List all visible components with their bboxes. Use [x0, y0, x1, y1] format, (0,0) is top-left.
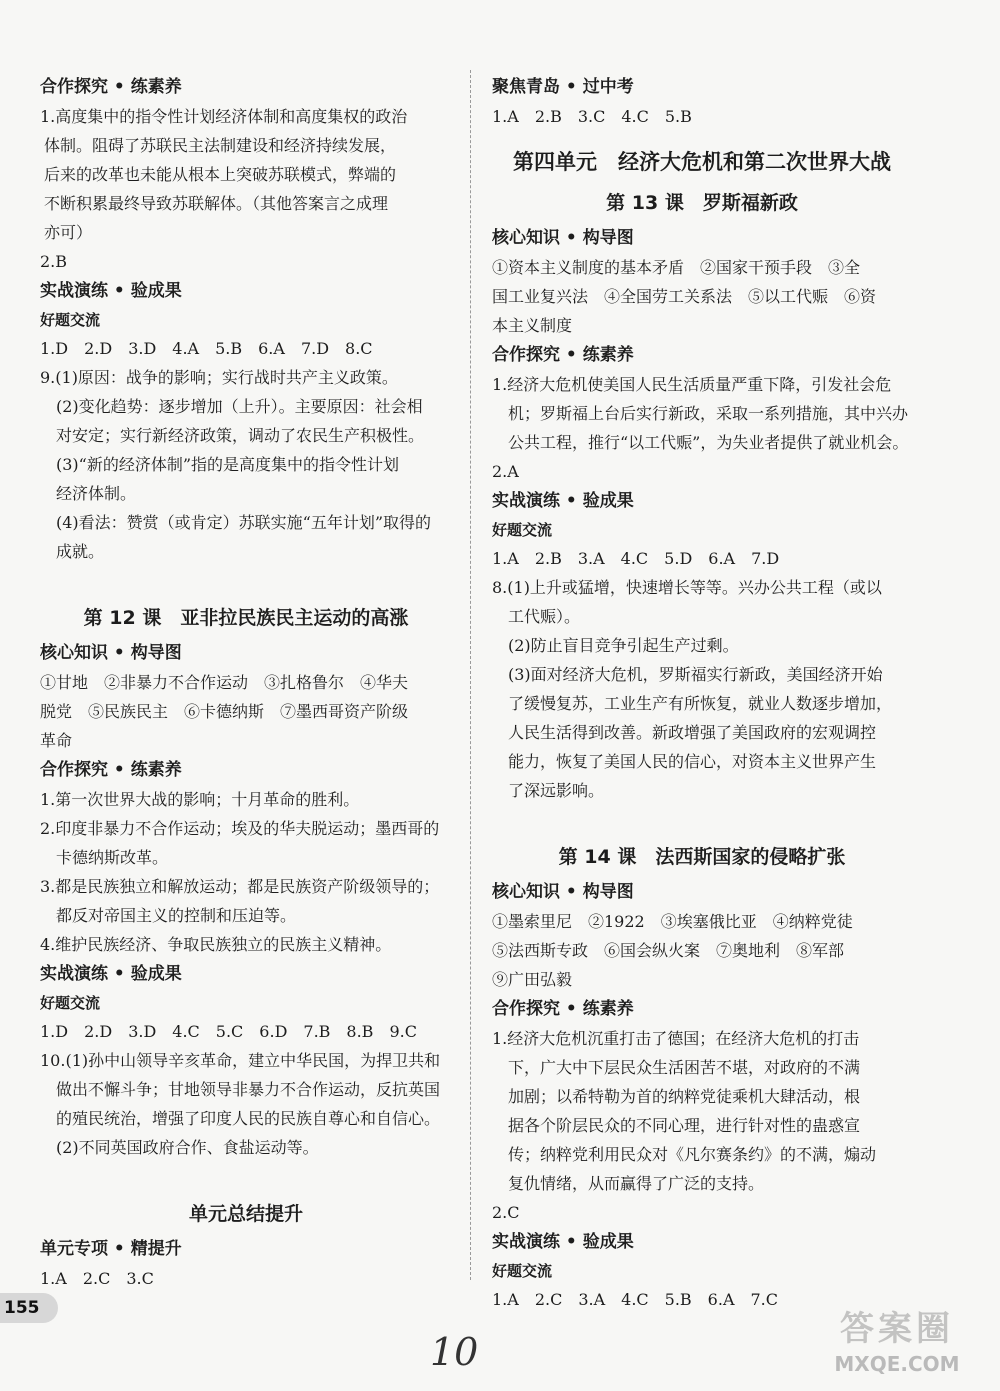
answer-line: 1.D 2.D 3.D 4.C 5.C 6.D 7.B 8.B 9.C: [40, 1022, 417, 1041]
watermark-logo-text: 答案圈: [840, 1309, 954, 1349]
subsection-heading: 好题交流: [492, 1262, 553, 1280]
subsection-heading: 好题交流: [40, 994, 101, 1012]
section-heading: 核心知识 • 构导图: [492, 228, 634, 248]
lesson-title: 第 14 课 法西斯国家的侵略扩张: [558, 846, 846, 868]
answer-line: 人民生活得到改善。新政增强了美国政府的宏观调控: [492, 723, 877, 742]
answer-line: 了深远影响。: [492, 781, 605, 800]
answer-line: ①甘地 ②非暴力不合作运动 ③扎格鲁尔 ④华夫: [40, 673, 409, 692]
answer-line: 机；罗斯福上台后实行新政，采取一系列措施，其中兴办: [492, 404, 909, 423]
answer-line: 卡德纳斯改革。: [40, 848, 169, 867]
answer-line: ①资本主义制度的基本矛盾 ②国家干预手段 ③全: [492, 258, 861, 277]
answer-line: (2)不同英国政府合作、食盐运动等。: [40, 1138, 319, 1157]
answer-line: 1.第一次世界大战的影响；十月革命的胜利。: [40, 790, 360, 809]
answer-line: 本主义制度: [492, 316, 573, 335]
answer-block: [40, 334, 452, 566]
answer-line: 复仇情绪，从而赢得了广泛的支持。: [492, 1174, 765, 1193]
answer-line: (2)防止盲目竞争引起生产过剩。: [492, 636, 739, 655]
section-heading: 核心知识 • 构导图: [492, 882, 634, 902]
answer-line: 2.B: [40, 252, 68, 271]
answer-line: 做出不懈斗争；甘地领导非暴力不合作运动，反抗英国: [40, 1080, 441, 1099]
answer-line: (3)面对经济大危机，罗斯福实行新政，美国经济开始: [492, 665, 883, 684]
answer-line: 1.D 2.D 3.D 4.A 5.B 6.A 7.D 8.C: [40, 339, 373, 358]
answer-line: (2)变化趋势：逐步增加（上升）。主要原因：社会相: [40, 397, 423, 416]
answer-line: 对安定；实行新经济政策，调动了农民生产积极性。: [40, 426, 425, 445]
left-column: [40, 72, 452, 1293]
answer-line: 脱党 ⑤民族民主 ⑥卡德纳斯 ⑦墨西哥资产阶级: [40, 702, 409, 721]
section-heading: 实战演练 • 验成果: [492, 1232, 634, 1252]
answer-line: 能力，恢复了美国人民的信心，对资本主义世界产生: [492, 752, 877, 771]
answer-line: 经济体制。: [40, 484, 137, 503]
answer-line: 传；纳粹党利用民众对《凡尔赛条约》的不满，煽动: [492, 1145, 877, 1164]
answer-line: 1.A 2.B 3.C 4.C 5.B: [492, 107, 692, 126]
answer-line: 革命: [40, 731, 73, 750]
answer-line: 亦可）: [44, 223, 93, 242]
answer-line: 1.A 2.C 3.C: [40, 1269, 154, 1288]
section-heading: 合作探究 • 练素养: [40, 77, 182, 97]
section-heading: 核心知识 • 构导图: [40, 643, 182, 663]
unit-summary-title: 单元总结提升: [188, 1203, 303, 1225]
answer-line: 国工业复兴法 ④全国劳工关系法 ⑤以工代赈 ⑥资: [492, 287, 877, 306]
answer-line: 的殖民统治，增强了印度人民的民族自尊心和自信心。: [40, 1109, 441, 1128]
answer-line: 8.(1)上升或猛增，快速增长等等。兴办公共工程（或以: [492, 578, 882, 597]
subsection-heading: 好题交流: [40, 311, 101, 329]
answer-line: 1.A 2.B 3.A 4.C 5.D 6.A 7.D: [492, 549, 780, 568]
column-divider: [470, 70, 471, 1280]
answer-line: 1.经济大危机使美国人民生活质量严重下降，引发社会危: [492, 375, 892, 394]
answer-block: [492, 253, 912, 340]
answer-block: [40, 668, 452, 755]
page-number: 155: [0, 1293, 58, 1323]
answer-block: [492, 1024, 912, 1227]
section-heading: 聚焦青岛 • 过中考: [492, 77, 634, 97]
answer-line: ①墨索里尼 ②1922 ③埃塞俄比亚 ④纳粹党徒: [492, 912, 853, 931]
section-heading: 合作探究 • 练素养: [492, 999, 634, 1019]
answer-line: 4.维护民族经济、争取民族独立的民族主义精神。: [40, 935, 392, 954]
answer-line: 了缓慢复苏，工业生产有所恢复，就业人数逐步增加，: [492, 694, 893, 713]
section-heading: 合作探究 • 练素养: [492, 345, 634, 365]
answer-block: [40, 102, 452, 276]
answer-line: ⑤法西斯专政 ⑥国会纵火案 ⑦奥地利 ⑧军部: [492, 941, 845, 960]
lesson-title: 第 13 课 罗斯福新政: [606, 192, 798, 214]
answer-line: 体制。阻碍了苏联民主法制建设和经济持续发展，: [44, 136, 397, 155]
answer-line: ⑨广田弘毅: [492, 970, 573, 989]
answer-block: [492, 907, 912, 994]
answer-line: (4)看法：赞赏（或肯定）苏联实施“五年计划”取得的: [40, 513, 432, 532]
answer-block: [40, 785, 452, 959]
site-watermark: [802, 1307, 992, 1385]
answer-line: 9.(1)原因：战争的影响；实行战时共产主义政策。: [40, 368, 398, 387]
unit-title: 第四单元 经济大危机和第二次世界大战: [513, 150, 891, 174]
answer-block: [492, 544, 912, 805]
handwritten-note: 10: [430, 1330, 479, 1374]
answer-line: 3.都是民族独立和解放运动；都是民族资产阶级领导的；: [40, 877, 440, 896]
answer-line: 10.(1)孙中山领导辛亥革命，建立中华民国，为捍卫共和: [40, 1051, 441, 1070]
answer-line: 1.A 2.C 3.A 4.C 5.B 6.A 7.C: [492, 1290, 779, 1309]
section-heading: 实战演练 • 验成果: [492, 491, 634, 511]
answer-block: [492, 370, 912, 486]
answer-line: 成就。: [40, 542, 105, 561]
answer-line: 1.高度集中的指令性计划经济体制和高度集权的政治: [40, 107, 408, 126]
watermark-domain: MXQE.COM: [834, 1352, 960, 1376]
subsection-heading: 好题交流: [492, 521, 553, 539]
right-column: [492, 72, 912, 1314]
answer-line: 后来的改革也未能从根本上突破苏联模式，弊端的: [44, 165, 397, 184]
answer-line: 2.印度非暴力不合作运动；埃及的华夫脱运动；墨西哥的: [40, 819, 440, 838]
answer-line: 2.A: [492, 462, 519, 481]
answer-block: [40, 1017, 452, 1162]
section-heading: 单元专项 • 精提升: [40, 1239, 182, 1259]
answer-line: 2.C: [492, 1203, 520, 1222]
section-heading: 实战演练 • 验成果: [40, 281, 182, 301]
answer-line: 公共工程，推行“以工代赈”，为失业者提供了就业机会。: [492, 433, 909, 452]
answer-line: 1.经济大危机沉重打击了德国；在经济大危机的打击: [492, 1029, 860, 1048]
answer-line: 下，广大中下层民众生活困苦不堪，对政府的不满: [492, 1058, 861, 1077]
answer-line: (3)“新的经济体制”指的是高度集中的指令性计划: [40, 455, 400, 474]
answer-line: 都反对帝国主义的控制和压迫等。: [40, 906, 297, 925]
section-heading: 合作探究 • 练素养: [40, 760, 182, 780]
answer-line: 不断积累最终导致苏联解体。（其他答案言之成理: [44, 194, 389, 213]
answer-line: 据各个阶层民众的不同心理，进行针对性的蛊惑宣: [492, 1116, 861, 1135]
answer-line: 工代赈）。: [492, 607, 581, 626]
lesson-title: 第 12 课 亚非拉民族民主运动的高涨: [83, 607, 409, 629]
section-heading: 实战演练 • 验成果: [40, 964, 182, 984]
answer-line: 加剧；以希特勒为首的纳粹党徒乘机大肆活动，根: [492, 1087, 861, 1106]
